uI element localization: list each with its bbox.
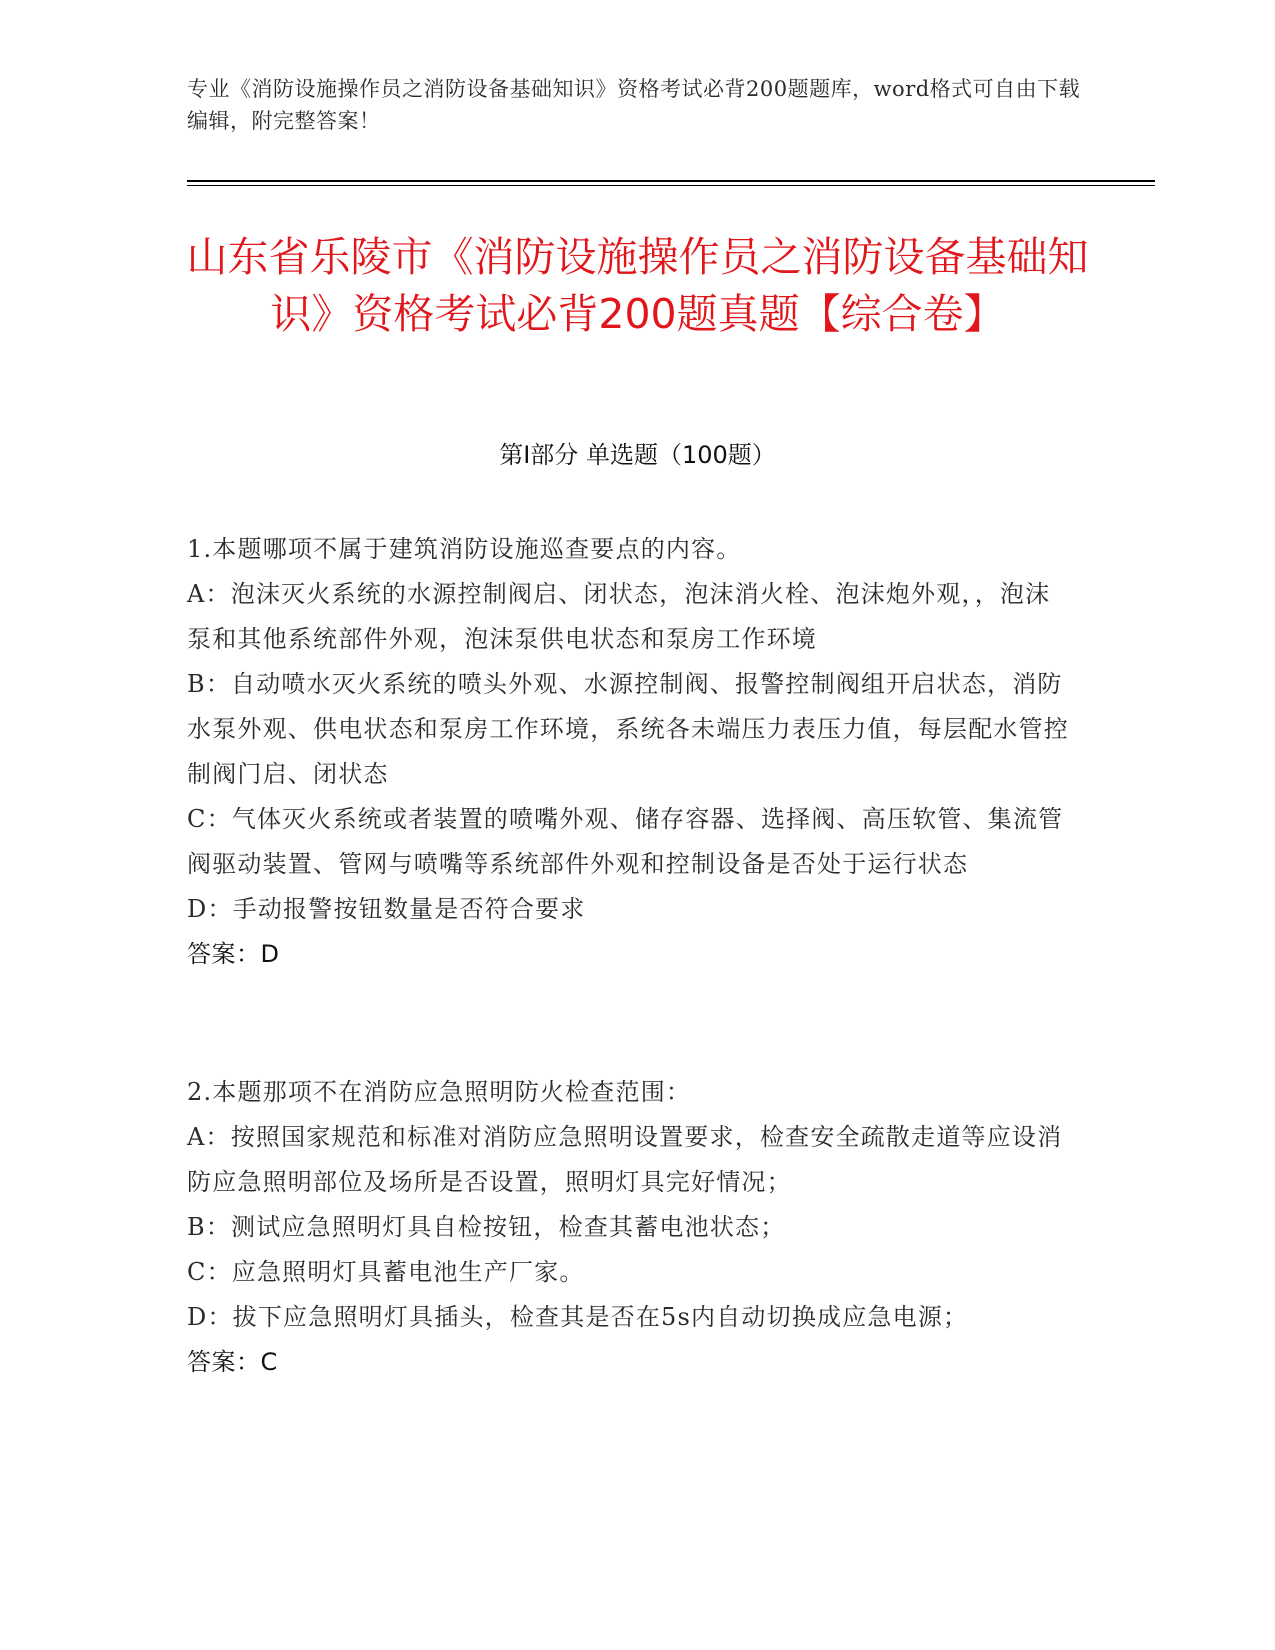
header-divider-thin — [187, 185, 1155, 186]
option-a: A：泡沫灭火系统的水源控制阀启、闭状态，泡沫消火栓、泡沫炮外观，，泡沫泵和其他系统部件外观，泡沫泵供电状态和泵房工作环境 — [187, 580, 1051, 653]
option-b: B：测试应急照明灯具自检按钮，检查其蓄电池状态； — [187, 1213, 786, 1241]
question-stem: 1.本题哪项不属于建筑消防设施巡查要点的内容。 — [187, 535, 742, 563]
option-b: B：自动喷水灭火系统的喷头外观、水源控制阀、报警控制阀组开启状态，消防水泵外观、供电状态和泵房工作环境，系统各未端压力表压力值，每层配水管控制阀门启、闭状态 — [187, 670, 1069, 788]
question-1 — [187, 527, 1072, 977]
option-d: D：手动报警按钮数量是否符合要求 — [187, 895, 586, 923]
question-stem: 2.本题那项不在消防应急照明防火检查范围： — [187, 1078, 692, 1106]
document-title: 山东省乐陵市《消防设施操作员之消防设备基础知识》资格考试必背200题真题【综合卷】 — [186, 233, 1089, 338]
option-d: D：拔下应急照明灯具插头，检查其是否在5s内自动切换成应急电源； — [187, 1303, 969, 1331]
header-note: 专业《消防设施操作员之消防设备基础知识》资格考试必背200题题库，word格式可自由下载编辑，附完整答案！ — [187, 77, 1081, 133]
answer: 答案：D — [187, 940, 280, 968]
question-2 — [187, 1070, 1072, 1385]
section-heading: 第I部分 单选题（100题） — [499, 441, 776, 469]
option-a: A：按照国家规范和标准对消防应急照明设置要求，检查安全疏散走道等应设消防应急照明部位及场所是否设置，照明灯具完好情况； — [187, 1123, 1063, 1196]
answer: 答案：C — [187, 1348, 278, 1376]
option-c: C：应急照明灯具蓄电池生产厂家。 — [187, 1258, 585, 1286]
option-c: C：气体灭火系统或者装置的喷嘴外观、储存容器、选择阀、高压软管、集流管阀驱动装置、管网与喷嘴等系统部件外观和控制设备是否处于运行状态 — [187, 805, 1064, 878]
header-divider-thick — [187, 180, 1155, 182]
